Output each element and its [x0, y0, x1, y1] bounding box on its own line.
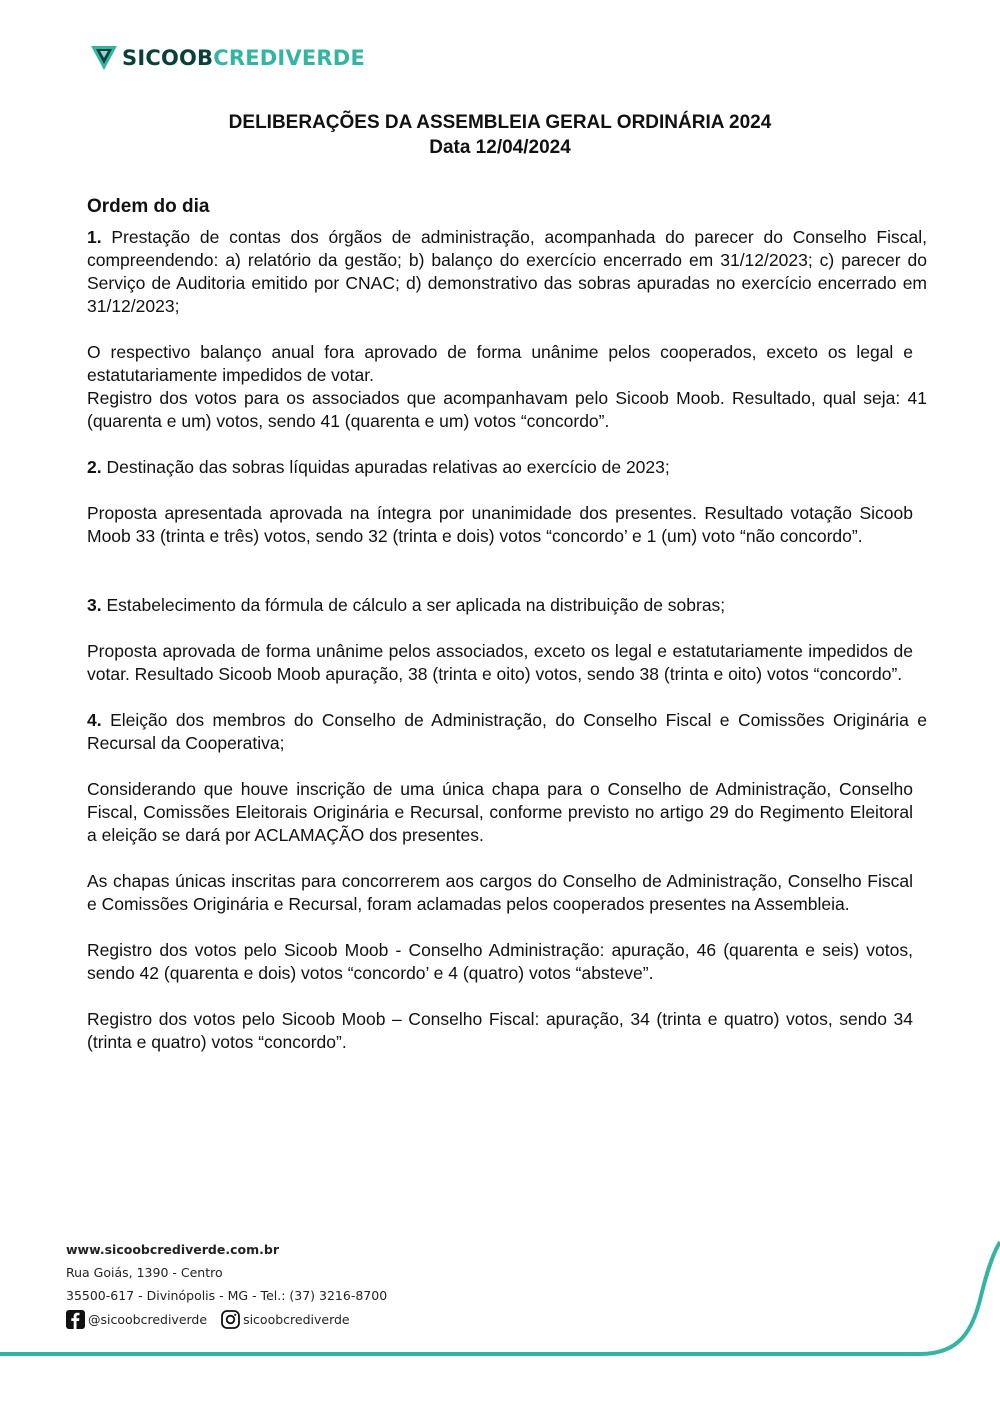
item-1-paragraph-2: Registro dos votos para os associados que acompanhavam pelo Sicoob Moob. Resultado, qual seja: 41 (quarenta e um) votos, sendo 41 (quarenta e um) votos “concordo”.: [87, 388, 927, 431]
agenda-item-1: [87, 226, 927, 318]
title-line1: DELIBERAÇÕES DA ASSEMBLEIA GERAL ORDINÁRIA 2024: [228, 112, 772, 133]
footer-website[interactable]: www.sicoobcrediverde.com.br: [66, 1242, 279, 1257]
brand-logo: [90, 44, 365, 72]
item-2-paragraph-1: Proposta apresentada aprovada na íntegra por unanimidade dos presentes. Resultado votação Sicoob Moob 33 (trinta e três) votos, sendo 32 (trinta e dois) votos “concordo’ e 1 (um) voto “não concordo”.: [87, 503, 913, 546]
agenda-item-2: [87, 456, 927, 479]
brand-name: [122, 44, 365, 72]
brand-name-part2: CREDIVERDE: [213, 46, 365, 70]
item-number: 1.: [87, 227, 102, 247]
title-line2: Data 12/04/2024: [429, 137, 571, 158]
item-text: Destinação das sobras líquidas apuradas relativas ao exercício de 2023;: [106, 457, 670, 477]
item-number: 4.: [87, 710, 102, 730]
item-4-paragraph-3: Registro dos votos pelo Sicoob Moob - Conselho Administração: apuração, 46 (quarenta e seis) votos, sendo 42 (quarenta e dois) votos “concordo’ e 4 (quatro) votos “absteve”.: [87, 940, 913, 983]
document-body: [87, 195, 927, 1054]
agenda-item-4: [87, 709, 927, 755]
item-text: Eleição dos membros do Conselho de Administração, do Conselho Fiscal e Comissões Originária e Recursal da Cooperativa;: [87, 710, 927, 753]
facebook-handle[interactable]: @sicoobcrediverde: [88, 1312, 208, 1327]
brand-name-part1: SICOOB: [122, 46, 214, 70]
footer-address-line2: 35500-617 - Divinópolis - MG - Tel.: (37) 3216-8700: [66, 1288, 388, 1303]
item-text: Estabelecimento da fórmula de cálculo a ser aplicada na distribuição de sobras;: [106, 595, 726, 615]
item-4-paragraph-1: Considerando que houve inscrição de uma única chapa para o Conselho de Administração, Conselho Fiscal, Comissões Eleitorais Originária e Recursal, conforme previsto no artigo 29 do Regimento Eleitoral a eleição se dará por ACLAMAÇÃO dos presentes.: [87, 779, 913, 845]
document-title: [0, 110, 1000, 160]
agenda-item-3: [87, 594, 927, 617]
footer-address-line1: Rua Goiás, 1390 - Centro: [66, 1265, 223, 1280]
item-3-paragraph-1: Proposta aprovada de forma unânime pelos associados, exceto os legal e estatutariamente impedidos de votar. Resultado Sicoob Moob apuração, 38 (trinta e oito) votos, sendo 38 (trinta e oito) votos “concordo”.: [87, 641, 913, 684]
item-4-paragraph-4: Registro dos votos pelo Sicoob Moob – Conselho Fiscal: apuração, 34 (trinta e quatro) votos, sendo 34 (trinta e quatro) votos “concordo”.: [87, 1009, 913, 1052]
item-4-paragraph-2: As chapas únicas inscritas para concorrerem aos cargos do Conselho de Administração, Conselho Fiscal e Comissões Originária e Recursal, foram aclamadas pelos cooperados presentes na Assembleia.: [87, 871, 913, 914]
item-1-paragraph-1: O respectivo balanço anual fora aprovado de forma unânime pelos cooperados, exceto os legal e estatutariamente impedidos de votar.: [87, 342, 913, 385]
item-number: 3.: [87, 595, 102, 615]
instagram-handle[interactable]: sicoobcrediverde: [243, 1312, 350, 1327]
section-heading: Ordem do dia: [87, 196, 210, 217]
item-number: 2.: [87, 457, 102, 477]
logo-mark-icon: [90, 44, 118, 72]
item-text: Prestação de contas dos órgãos de administração, acompanhada do parecer do Conselho Fiscal, compreendendo: a) relatório da gestão; b) balanço do exercício encerrado em 31/12/2023; c) parecer do Serviço de Auditoria emitido por CNAC; d) demonstrativo das sobras apuradas no exercício encerrado em 31/12/2023;: [87, 227, 927, 316]
footer-decorative-curve: [0, 1230, 1000, 1370]
